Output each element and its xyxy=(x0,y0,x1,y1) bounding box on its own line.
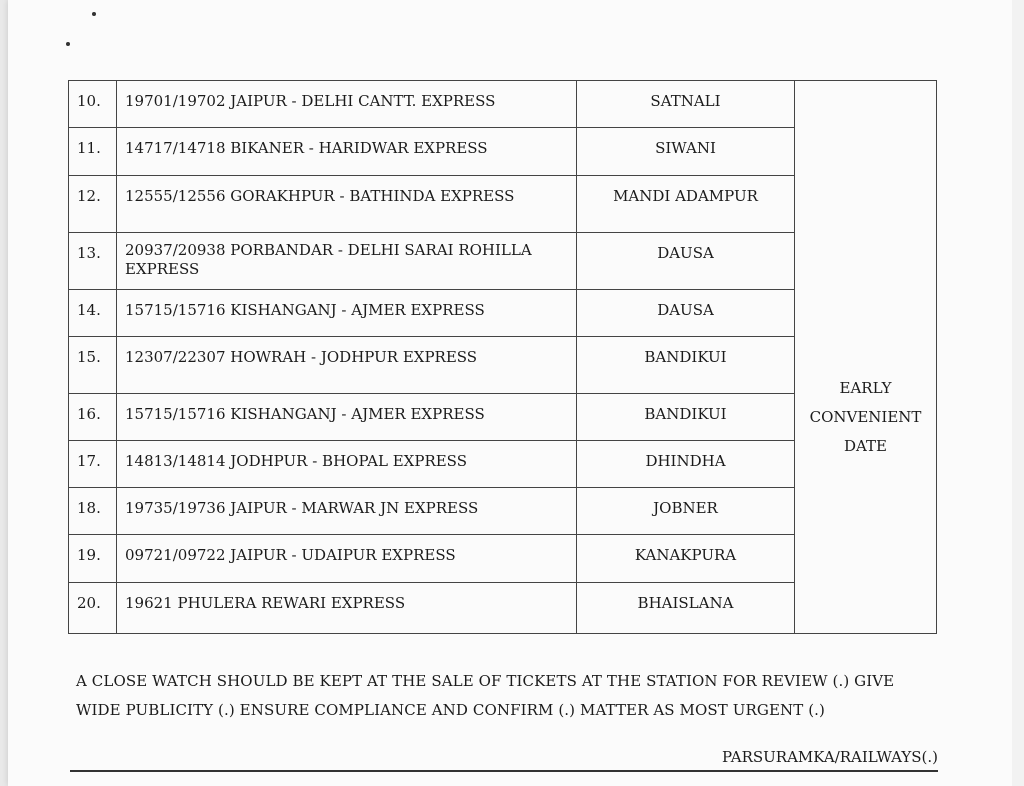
station-name: DAUSA xyxy=(577,290,795,337)
row-number: 19. xyxy=(69,535,117,583)
remark-line: CONVENIENT xyxy=(809,407,922,426)
train-name: 09721/09722 JAIPUR - UDAIPUR EXPRESS xyxy=(117,535,577,583)
scan-speck xyxy=(66,42,70,46)
train-name: 15715/15716 KISHANGANJ - AJMER EXPRESS xyxy=(117,394,577,441)
train-name: 12307/22307 HOWRAH - JODHPUR EXPRESS xyxy=(117,337,577,394)
row-number: 13. xyxy=(69,233,117,290)
train-name: 19701/19702 JAIPUR - DELHI CANTT. EXPRESS xyxy=(117,81,577,128)
station-name: DAUSA xyxy=(577,233,795,290)
row-number: 14. xyxy=(69,290,117,337)
train-name: 19621 PHULERA REWARI EXPRESS xyxy=(117,583,577,634)
station-name: JOBNER xyxy=(577,488,795,535)
bottom-divider xyxy=(70,770,938,772)
train-name: 15715/15716 KISHANGANJ - AJMER EXPRESS xyxy=(117,290,577,337)
train-name: 12555/12556 GORAKHPUR - BATHINDA EXPRESS xyxy=(117,176,577,233)
table-row xyxy=(69,81,937,128)
scan-speck xyxy=(92,12,96,16)
row-number: 17. xyxy=(69,441,117,488)
row-number: 10. xyxy=(69,81,117,128)
station-name: BANDIKUI xyxy=(577,394,795,441)
row-number: 12. xyxy=(69,176,117,233)
signature-line: PARSURAMKA/RAILWAYS(.) xyxy=(722,748,938,766)
train-stoppage-table xyxy=(68,80,937,634)
station-name: BANDIKUI xyxy=(577,337,795,394)
row-number: 11. xyxy=(69,128,117,176)
train-name: 14813/14814 JODHPUR - BHOPAL EXPRESS xyxy=(117,441,577,488)
row-number: 16. xyxy=(69,394,117,441)
instruction-line: A CLOSE WATCH SHOULD BE KEPT AT THE SALE OF TICKETS AT THE STATION FOR REVIEW (.) GIVE xyxy=(76,672,895,690)
row-number: 20. xyxy=(69,583,117,634)
station-name: MANDI ADAMPUR xyxy=(577,176,795,233)
train-name: 19735/19736 JAIPUR - MARWAR JN EXPRESS xyxy=(117,488,577,535)
remark-cell xyxy=(795,81,937,634)
station-name: KANAKPURA xyxy=(577,535,795,583)
remark-line: EARLY xyxy=(839,378,892,397)
remark-line: DATE xyxy=(844,436,887,455)
station-name: SIWANI xyxy=(577,128,795,176)
station-name: DHINDHA xyxy=(577,441,795,488)
train-name: 20937/20938 PORBANDAR - DELHI SARAI ROHILLA EXPRESS xyxy=(117,233,577,290)
station-name: BHAISLANA xyxy=(577,583,795,634)
row-number: 18. xyxy=(69,488,117,535)
scrollbar-track[interactable] xyxy=(1012,0,1024,786)
row-number: 15. xyxy=(69,337,117,394)
station-name: SATNALI xyxy=(577,81,795,128)
train-name: 14717/14718 BIKANER - HARIDWAR EXPRESS xyxy=(117,128,577,176)
instruction-line: WIDE PUBLICITY (.) ENSURE COMPLIANCE AND CONFIRM (.) MATTER AS MOST URGENT (.) xyxy=(76,701,825,719)
instruction-paragraph xyxy=(76,667,956,725)
